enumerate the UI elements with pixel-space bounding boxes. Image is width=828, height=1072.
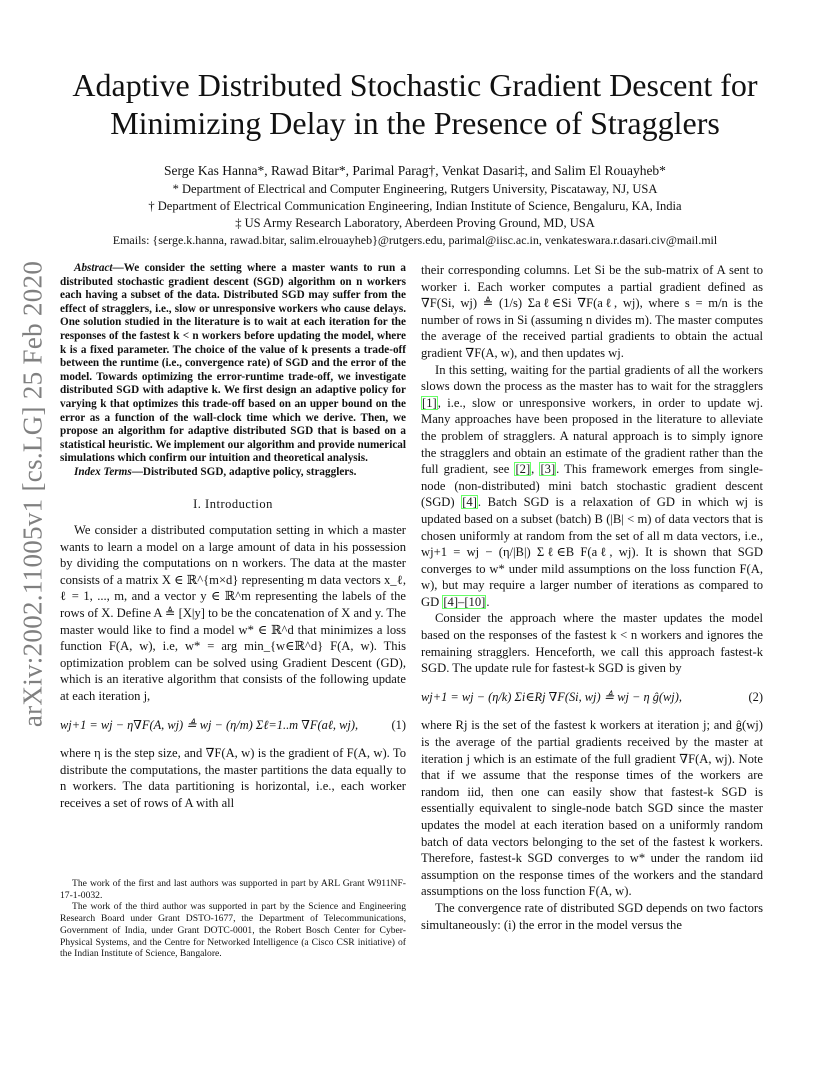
abstract-label: Abstract xyxy=(74,262,113,274)
right-paragraph-1: their corresponding columns. Let Si be the sub-matrix of A sent to worker i. Each worker computes a partial gradient defined as ∇F(Si, wj) ≜ (1/s) Σaℓ∈Si ∇F(aℓ, wj), where s = m/n is the number of rows in Si (assuming n divides m). The master computes the average of the received partial gradients to obtain the actual gradient ∇F(A, w), and then updates wj. xyxy=(421,263,763,360)
citation-link-1[interactable]: [1] xyxy=(422,395,437,410)
author-list: Serge Kas Hanna*, Rawad Bitar*, Parimal Parag†, Venkat Dasari‡, and Salim El Rouayheb* xyxy=(164,163,666,178)
footnote-2: The work of the third author was supported in part by the Science and Engineering Research Board under Grant DSTO-1677, the Department of Telecommunications, Government of India, under Grant DOTC-0001, the Robert Bosch Center for Cyber-Physical Systems, and the Centre for Networked Intelligence (a Cisco CSR initiative) of the Indian Institute of Science, Bangalore. xyxy=(60,901,406,960)
citation-link-4[interactable]: [4] xyxy=(462,495,477,510)
equation-1-body: wj+1 = wj − η∇F(A, wj) ≜ wj − (η/m) Σℓ=1..m ∇F(aℓ, wj), xyxy=(60,717,359,732)
index-terms xyxy=(60,466,406,480)
left-column xyxy=(60,262,406,812)
right-paragraph-2 xyxy=(421,362,763,611)
citation-link-3[interactable]: [3] xyxy=(540,462,556,477)
abstract xyxy=(60,262,406,466)
citation-link-5[interactable]: [4]–[10] xyxy=(443,594,486,609)
intro-continuation: where η is the step size, and ∇F(A, w) is the gradient of F(A, w). To distribute the computations, the master partitions the data equally to n workers. The data partitioning is horizontal, i.e., each worker receives a set of rows of A with all xyxy=(60,746,406,810)
footnote-1: The work of the first and last authors was supported in part by ARL Grant W911NF-17-1-0032. xyxy=(60,878,406,901)
author-emails: Emails: {serge.k.hanna, rawad.bitar, salim.elrouayheb}@rutgers.edu, parimal@iisc.ac.in, venkateswara.r.dasari.civ@mail.mil xyxy=(112,233,718,247)
arxiv-id: arXiv:2002.11005v1 [cs.LG] 25 Feb 2020 xyxy=(17,260,48,728)
text-run: , xyxy=(531,462,540,477)
equation-2-number: (2) xyxy=(748,689,763,704)
abstract-text: —We consider the setting where a master wants to run a distributed stochastic gradient descent (SGD) algorithm on n workers each having a subset of the data. Distributed SGD may suffer from the effect of stragglers, i.e., slow or unresponsive workers who cause delays. One solution studied in the literature is to wait at each iteration for the responses of the fastest k < n workers before updating the model, where k is a fixed parameter. The choice of the value of k presents a trade-off between the runtime (i.e., convergence rate) of SGD and the error of the model. Towards optimizing the error-runtime trade-off, we investigate distributed SGD with adaptive k. We first design an adaptive policy for varying k that optimizes this trade-off based on an upper bound on the error as a function of the wall-clock time which we derive. Then, we propose an algorithm for adaptive distributed SGD that is based on a statistical heuristic. We implement our algorithm and provide numerical simulations which confirm our intuition and theoretical analysis. xyxy=(60,262,406,465)
right-column xyxy=(421,262,763,933)
equation-1 xyxy=(60,717,406,734)
text-run: . xyxy=(486,594,490,609)
intro-paragraph: We consider a distributed computation setting in which a master wants to learn a model on a large amount of data in his possession by dividing the computations on n workers. The data at the master consists of a matrix X ∈ ℝ^{m×d} representing m data vectors x_ℓ, ℓ = 1, ..., m, and a vector y ∈ ℝ^m representing the labels of the rows of X. Define A ≜ [X|y] to be the concatenation of X and y. The master would like to find a model w* ∈ ℝ^d that minimizes a loss function F(A, w), i.e, w* = arg min_{w∈ℝ^d} F(A, w). This optimization problem can be solved using Gradient Descent (GD), which is an iterative algorithm that consists of the following update at each iteration j, xyxy=(60,523,407,704)
text-run: In this setting, waiting for the partial gradients of all the workers slows down the process as the master has to wait for the stragglers xyxy=(421,362,763,394)
index-terms-text: —Distributed SGD, adaptive policy, stragglers. xyxy=(131,465,357,478)
right-paragraph-3: Consider the approach where the master updates the model based on the responses of the fastest k < n workers and ignores the remaining stragglers. Henceforth, we call this approach fastest-k SGD. The update rule for fastest-k SGD is given by xyxy=(421,611,763,676)
arxiv-watermark xyxy=(14,260,52,728)
index-terms-label: Index Terms xyxy=(74,465,132,478)
footnotes xyxy=(60,878,406,960)
equation-1-number: (1) xyxy=(391,717,406,732)
equation-2-body: wj+1 = wj − (η/k) Σi∈Rj ∇F(Si, wj) ≜ wj − η ĝ(wj), xyxy=(421,689,682,704)
right-paragraph-4: where Rj is the set of the fastest k workers at iteration j; and ĝ(wj) is the average of the partial gradients received by the master at iteration j which is an estimate of the full gradient ∇F(A, wj). Note that if we assume that the response times of the workers are random iid, then one can easily show that fastest-k SGD is essentially equivalent to single-node batch SGD since the master updates the model at each iteration based on a uniformly random batch of data vectors belonging to the set of the fastest k workers. Therefore, fastest-k SGD converges to w* under the random iid assumption on the response times of the workers and the standard assumptions on the loss function F(A, w). xyxy=(421,718,763,899)
affiliation-2: † Department of Electrical Communication Engineering, Indian Institute of Science, Bengaluru, KA, India xyxy=(148,199,682,213)
right-paragraph-5: The convergence rate of distributed SGD depends on two factors simultaneously: (i) the error in the model versus the xyxy=(421,900,763,932)
equation-2 xyxy=(421,689,763,706)
citation-link-2[interactable]: [2] xyxy=(515,462,531,477)
text-run: , i.e., slow or unresponsive workers, in order to update wj. Many approaches have been proposed in the literature to alleviate the problem of stragglers. A natural approach is to simply ignore the stragglers and obtain an estimate of the gradient rather than the full gradient, see xyxy=(421,395,763,477)
affiliation-3: ‡ US Army Research Laboratory, Aberdeen Proving Ground, MD, USA xyxy=(235,216,595,230)
paper-title: Adaptive Distributed Stochastic Gradient Descent for Minimizing Delay in the Presence of Stragglers xyxy=(72,67,758,141)
section-heading: I. Introduction xyxy=(193,496,273,511)
affiliation-1: * Department of Electrical and Computer Engineering, Rutgers University, Piscataway, NJ, USA xyxy=(172,182,658,196)
text-run: . Batch SGD is a relaxation of GD in which wj is updated based on a subset (batch) B (|B| < m) of data vectors that is chosen uniformly at random from the set of all m data vectors, i.e., wj+1 = wj − (η/|B|) Σℓ∈B F(aℓ, wj). It is shown that SGD converges to w* under mild assumptions on the loss function F(A, w), but may require a larger number of iterations as compared to GD xyxy=(421,495,763,609)
text-run: . This framework emerges from single-node (non-distributed) mini batch stochastic gradient descent (SGD) xyxy=(421,462,763,510)
